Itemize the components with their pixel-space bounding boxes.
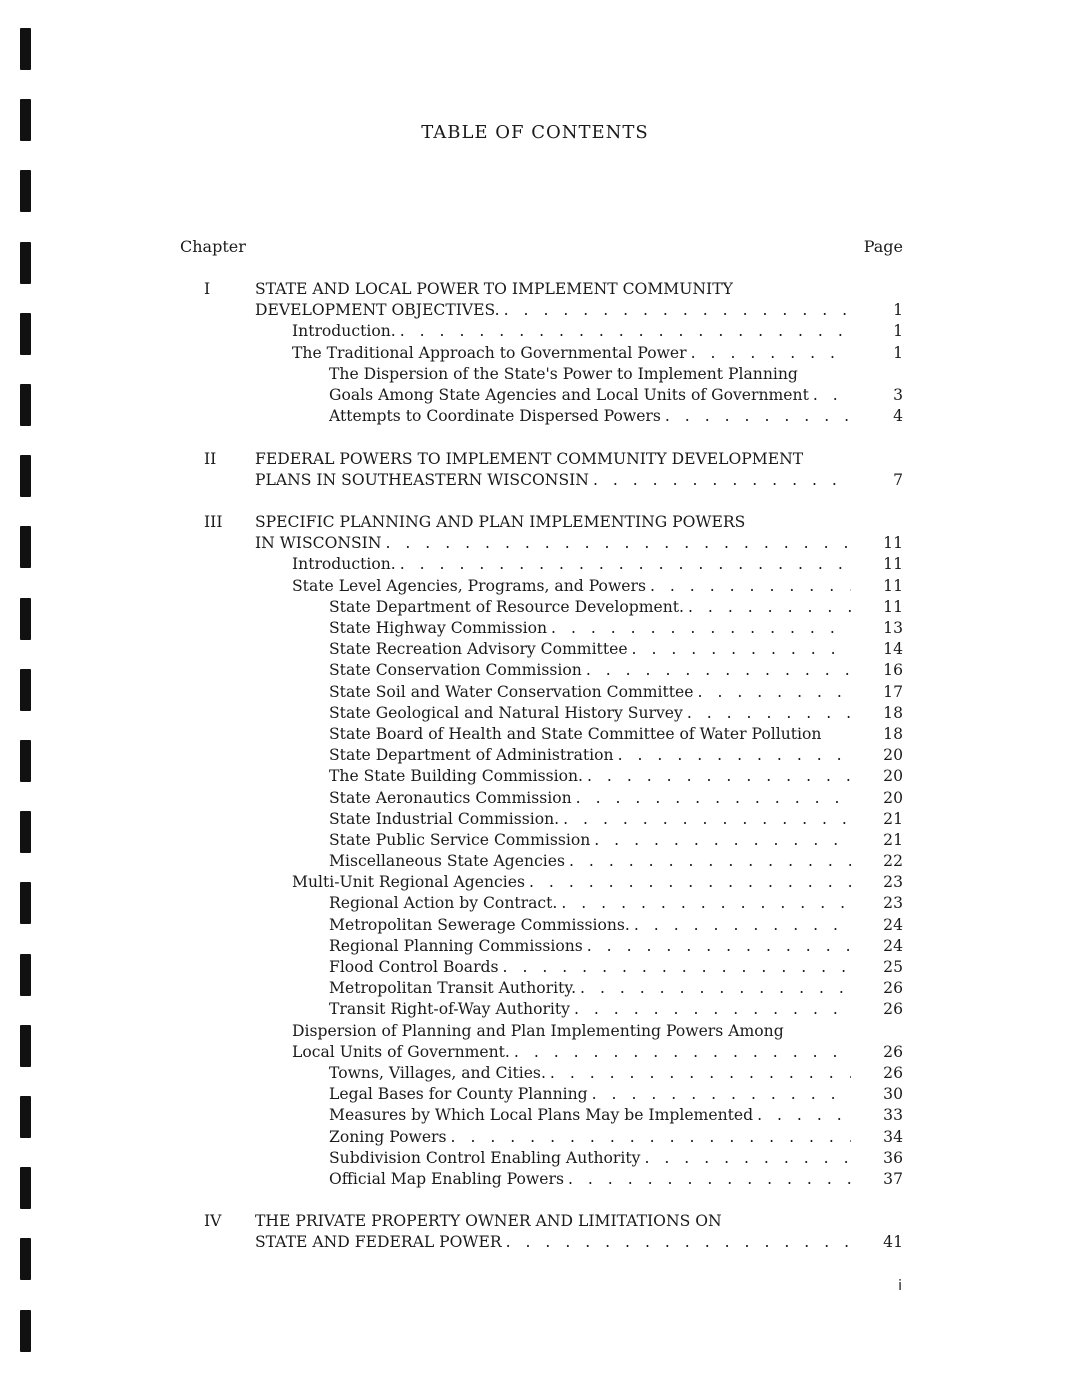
toc-page-number: 18: [883, 703, 903, 722]
toc-entry: [180, 1042, 903, 1063]
toc-entry: [180, 745, 903, 766]
toc-entry-text: State Department of Resource Development.: [329, 598, 688, 616]
toc-page-number: 11: [883, 534, 903, 553]
toc-page-number: 24: [883, 915, 903, 934]
toc-entry-title: [329, 915, 851, 936]
toc-entry-title: [329, 364, 851, 385]
toc-entry-title: [329, 1169, 851, 1190]
toc-page-number: 1: [893, 322, 903, 341]
toc-entry: [180, 936, 903, 957]
toc-page-number: 17: [883, 682, 903, 701]
binding-mark: [20, 384, 31, 426]
binding-mark: [20, 1238, 31, 1280]
toc-page-number: 41: [883, 1233, 903, 1252]
toc-entry: [180, 851, 903, 872]
toc-entry: [180, 321, 903, 342]
toc-entry-text: Flood Control Boards: [329, 958, 503, 976]
toc-entry-text: The Dispersion of the State's Power to Implement Planning: [329, 365, 802, 383]
toc-entry: [180, 1105, 903, 1126]
toc-entry: [180, 1063, 903, 1084]
toc-entry-text: Goals Among State Agencies and Local Units of Government: [329, 386, 813, 404]
toc-entry-title: [329, 406, 851, 427]
toc-entry-title: [329, 1063, 851, 1084]
toc-spacer: [180, 1190, 903, 1211]
toc-page-number: 26: [883, 1063, 903, 1082]
toc-entry-text: The State Building Commission.: [329, 767, 587, 785]
toc-entry-title: [292, 576, 851, 597]
toc-entry-text: THE PRIVATE PROPERTY OWNER AND LIMITATIONS ON: [255, 1212, 726, 1230]
binding-mark: [20, 526, 31, 568]
toc-page-number: 30: [883, 1085, 903, 1104]
toc-page-number: 33: [883, 1106, 903, 1125]
toc-list: [180, 279, 903, 1254]
binding-mark: [20, 170, 31, 212]
chapter-column-header: Chapter: [180, 237, 246, 256]
toc-entry-title: [329, 830, 851, 851]
toc-entry-title: [255, 533, 851, 554]
toc-page-number: 14: [883, 640, 903, 659]
binding-mark: [20, 811, 31, 853]
toc-entry-text: Metropolitan Sewerage Commissions.: [329, 916, 634, 934]
toc-page-number: 13: [883, 619, 903, 637]
toc-entry-title: [255, 279, 851, 300]
toc-page-number: 34: [883, 1127, 903, 1146]
toc-page-number: 3: [893, 385, 903, 404]
toc-entry-title: [329, 597, 851, 618]
toc-page-number: 22: [883, 852, 903, 871]
toc-entry: [180, 978, 903, 999]
toc-page-number: 4: [893, 407, 903, 426]
toc-entry: [180, 999, 903, 1020]
chapter-number: III: [204, 513, 223, 532]
toc-entry-title: [255, 1211, 851, 1232]
toc-page-number: 23: [883, 873, 903, 892]
toc-entry-title: [329, 766, 851, 787]
toc-page-number: 16: [883, 661, 903, 680]
toc-entry: [180, 385, 903, 406]
page-number: i: [898, 1278, 902, 1294]
toc-entry-title: [329, 851, 851, 872]
toc-entry-title: [329, 788, 851, 809]
toc-entry-title: [329, 724, 851, 745]
page-column-header: Page: [863, 237, 903, 256]
toc-entry-title: [329, 893, 851, 914]
toc-page-number: 37: [883, 1169, 903, 1188]
toc-entry-text: State Industrial Commission.: [329, 810, 563, 828]
toc-entry: [180, 1021, 903, 1042]
toc-page-number: 1: [893, 343, 903, 362]
toc-entry-text: Towns, Villages, and Cities.: [329, 1064, 550, 1082]
toc-entry: [180, 554, 903, 575]
toc-entry-text: State Board of Health and State Committee of Water Pollution: [329, 725, 825, 743]
toc-entry: [180, 597, 903, 618]
toc-page-number: 11: [883, 576, 903, 595]
toc-entry-title: [255, 1232, 851, 1253]
toc-entry-text: State Geological and Natural History Survey: [329, 704, 687, 722]
toc-entry-text: State Soil and Water Conservation Committee: [329, 683, 698, 701]
toc-entry-text: State Conservation Commission: [329, 661, 586, 679]
chapter-number: I: [204, 280, 211, 298]
binding-mark: [20, 242, 31, 284]
binding-mark: [20, 954, 31, 996]
toc-entry-text: State Highway Commission: [329, 619, 551, 637]
chapter-number: IV: [204, 1212, 222, 1231]
toc-entry: [180, 809, 903, 830]
binding-mark: [20, 1025, 31, 1067]
toc-entry-text: State Department of Administration: [329, 746, 618, 764]
toc-entry-text: Multi-Unit Regional Agencies: [292, 873, 529, 891]
toc-entry-text: DEVELOPMENT OBJECTIVES.: [255, 301, 504, 319]
toc-page-number: 20: [883, 767, 903, 786]
toc-page-number: 1: [893, 301, 903, 320]
toc-entry: [180, 660, 903, 681]
toc-entry-text: Metropolitan Transit Authority.: [329, 979, 580, 997]
binding-mark: [20, 1167, 31, 1209]
toc-entry-text: PLANS IN SOUTHEASTERN WISCONSIN: [255, 471, 593, 489]
toc-entry: [180, 470, 903, 491]
toc-entry: [180, 1127, 903, 1148]
toc-entry: [180, 830, 903, 851]
page-title: TABLE OF CONTENTS: [421, 122, 649, 143]
toc-entry-title: [329, 1127, 851, 1148]
toc-entry-text: Dispersion of Planning and Plan Implementing Powers Among: [292, 1022, 788, 1040]
toc-entry-text: Subdivision Control Enabling Authority: [329, 1149, 644, 1167]
toc-entry-title: [329, 639, 851, 660]
toc-entry-text: Measures by Which Local Plans May be Implemented: [329, 1106, 757, 1124]
toc-page-number: 11: [883, 555, 903, 574]
toc-entry-title: [329, 936, 851, 957]
toc-entry: [180, 872, 903, 893]
toc-entry-title: [292, 1042, 851, 1063]
toc-entry: [180, 343, 903, 364]
toc-entry-title: [329, 1105, 851, 1126]
toc-page-number: 18: [883, 724, 903, 743]
toc-entry-text: FEDERAL POWERS TO IMPLEMENT COMMUNITY DEVELOPMENT: [255, 450, 807, 468]
toc-entry: [180, 1084, 903, 1105]
toc-spacer: [180, 427, 903, 448]
toc-entry-title: [329, 999, 851, 1020]
binding-mark: [20, 1096, 31, 1138]
binding-mark: [20, 455, 31, 497]
toc-entry: [180, 300, 903, 321]
binding-mark: [20, 28, 31, 70]
toc-entry-title: [329, 978, 851, 999]
toc-entry: [180, 449, 903, 470]
binding-mark: [20, 882, 31, 924]
toc-entry: [180, 703, 903, 724]
toc-entry-text: Local Units of Government.: [292, 1043, 514, 1061]
toc-entry-text: State Recreation Advisory Committee: [329, 640, 632, 658]
toc-entry-title: [292, 321, 851, 342]
toc-entry-text: Attempts to Coordinate Dispersed Powers: [329, 407, 665, 425]
toc-entry: [180, 1211, 903, 1232]
binding-mark: [20, 1310, 31, 1352]
toc-page-number: 21: [883, 830, 903, 849]
toc-entry: [180, 512, 903, 533]
toc-entry-title: [255, 512, 851, 533]
toc-entry: [180, 1169, 903, 1190]
toc-entry-title: [255, 300, 851, 321]
toc-entry-title: [329, 957, 851, 978]
toc-page-number: 7: [893, 470, 903, 489]
toc-page-number: 25: [883, 958, 903, 976]
toc-page-number: 20: [883, 788, 903, 807]
toc-entry-text: Regional Planning Commissions: [329, 937, 587, 955]
toc-entry-title: [329, 745, 851, 766]
toc-entry: [180, 893, 903, 914]
toc-page-number: 26: [883, 979, 903, 998]
toc-entry: [180, 957, 903, 978]
toc-entry-text: STATE AND LOCAL POWER TO IMPLEMENT COMMUNITY: [255, 280, 737, 298]
toc-entry-text: The Traditional Approach to Governmental Power: [292, 344, 691, 362]
toc-entry-text: State Aeronautics Commission: [329, 789, 576, 807]
toc-entry: [180, 533, 903, 554]
toc-entry: [180, 682, 903, 703]
chapter-number: II: [204, 449, 217, 468]
binding-mark: [20, 313, 31, 355]
toc-entry: [180, 788, 903, 809]
toc-entry: [180, 406, 903, 427]
toc-entry: [180, 1148, 903, 1169]
binding-mark: [20, 598, 31, 640]
toc-entry-title: [292, 1021, 851, 1042]
toc-entry-title: [292, 554, 851, 575]
toc-page-number: 26: [883, 1000, 903, 1019]
toc-entry: [180, 576, 903, 597]
toc-entry-title: [329, 1148, 851, 1169]
toc-entry-text: Legal Bases for County Planning: [329, 1085, 592, 1103]
binding-mark: [20, 669, 31, 711]
toc-entry-text: State Level Agencies, Programs, and Powers: [292, 577, 650, 595]
toc-entry-text: Zoning Powers: [329, 1128, 451, 1146]
toc-entry-title: [329, 703, 851, 724]
toc-entry-title: [329, 1084, 851, 1105]
toc-entry-title: [329, 618, 851, 639]
toc-page-number: 21: [883, 809, 903, 828]
toc-page-number: 26: [883, 1042, 903, 1061]
toc-page-number: 24: [883, 936, 903, 955]
toc-page-number: 36: [883, 1148, 903, 1167]
toc-page-number: 20: [883, 746, 903, 765]
toc-entry-text: Official Map Enabling Powers: [329, 1170, 568, 1188]
binding-mark: [20, 740, 31, 782]
toc-page-number: 11: [883, 597, 903, 616]
toc-entry: [180, 1232, 903, 1253]
toc-entry: [180, 618, 903, 639]
toc-entry: [180, 915, 903, 936]
toc-entry-text: Miscellaneous State Agencies: [329, 852, 569, 870]
toc-entry-title: [292, 872, 851, 893]
toc-entry: [180, 639, 903, 660]
toc-entry-text: Regional Action by Contract.: [329, 894, 561, 912]
toc-entry-title: [329, 385, 851, 406]
toc-entry: [180, 724, 903, 745]
toc-entry: [180, 364, 903, 385]
toc-entry-title: [255, 449, 851, 470]
toc-entry-title: [292, 343, 851, 364]
toc-entry-text: SPECIFIC PLANNING AND PLAN IMPLEMENTING POWERS: [255, 513, 749, 531]
toc-entry-title: [329, 809, 851, 830]
toc-entry-text: Introduction.: [292, 555, 400, 573]
toc-entry-text: State Public Service Commission: [329, 831, 594, 849]
toc-entry: [180, 279, 903, 300]
toc-entry-text: STATE AND FEDERAL POWER: [255, 1233, 506, 1251]
toc-spacer: [180, 491, 903, 512]
toc-page-number: 23: [883, 894, 903, 913]
toc-entry: [180, 766, 903, 787]
toc-entry-text: Introduction.: [292, 322, 400, 340]
toc-entry-title: [329, 660, 851, 681]
toc-entry-title: [329, 682, 851, 703]
toc-entry-text: IN WISCONSIN: [255, 534, 385, 552]
toc-entry-title: [255, 470, 851, 491]
toc-entry-text: Transit Right-of-Way Authority: [329, 1000, 574, 1018]
